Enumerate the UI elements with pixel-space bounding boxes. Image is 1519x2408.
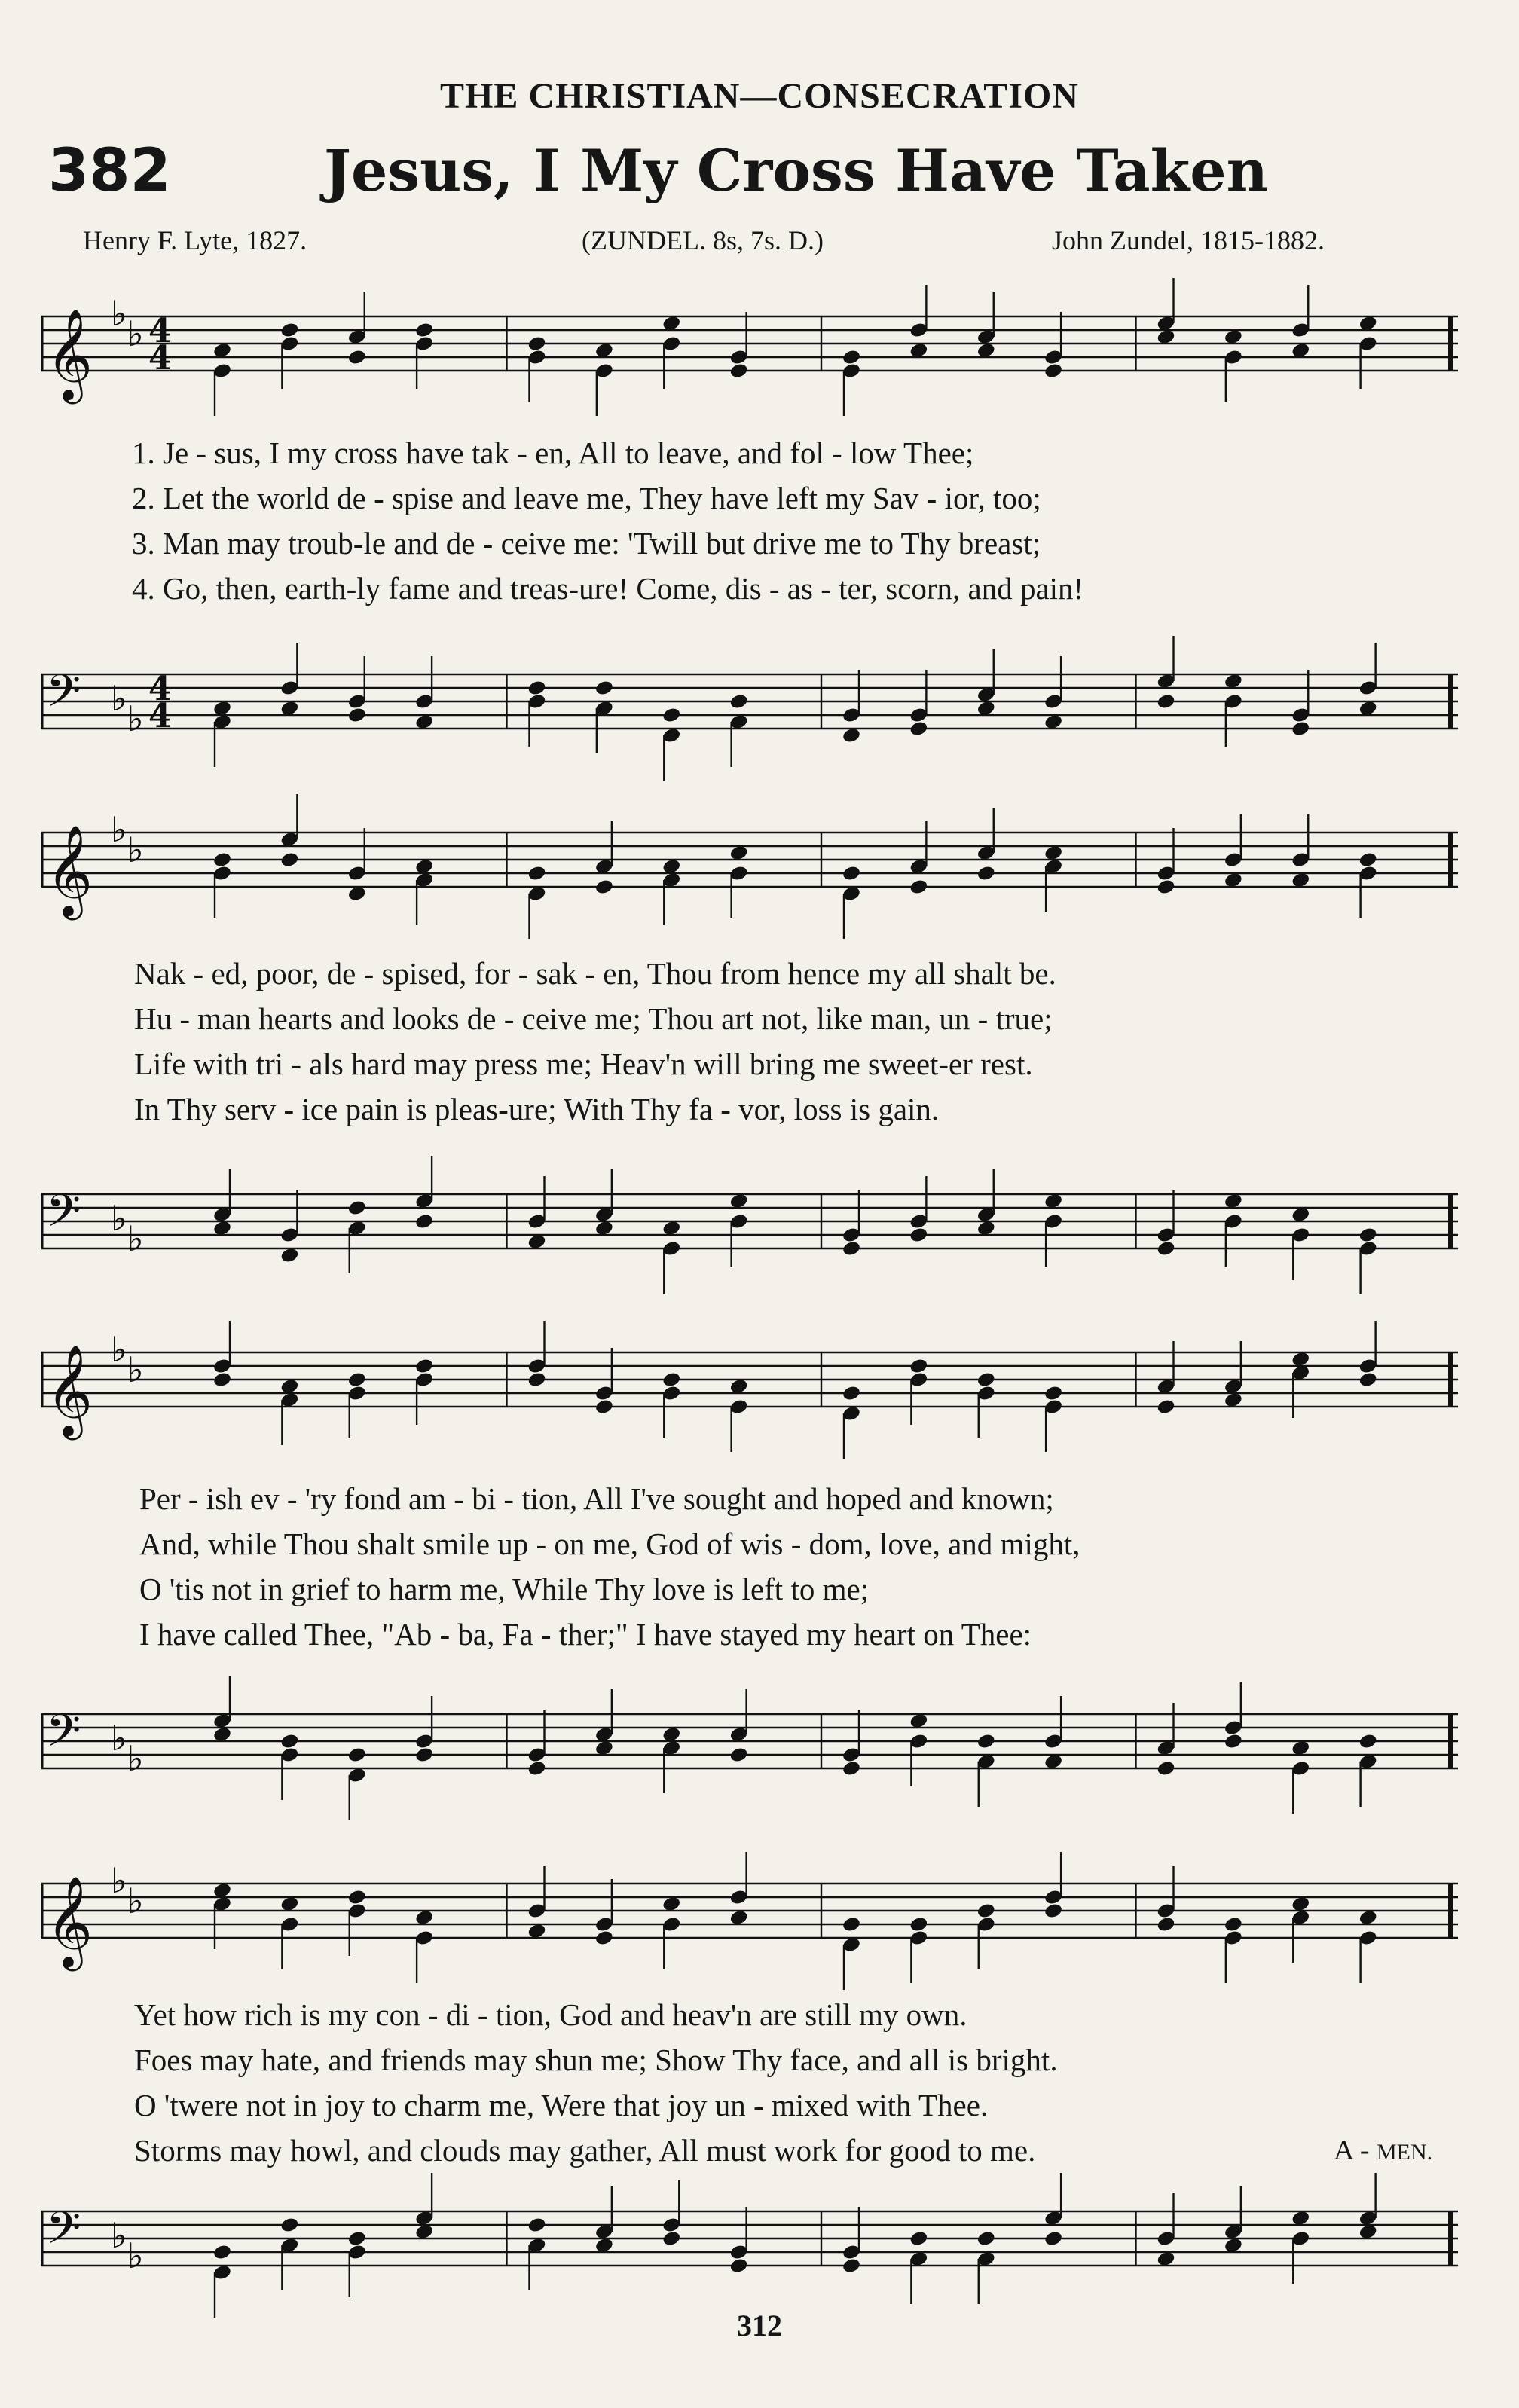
lyric-line-4-1: Yet how rich is my con - di - tion, God and heav'n are still my own. [134,1997,967,2032]
svg-text:♭: ♭ [127,1349,144,1390]
svg-text:♭: ♭ [127,313,144,354]
lyric-line-1-3: 3. Man may troub-le and de - ceive me: 'Twill but drive me to Thy breast; [132,526,1041,561]
svg-text:♭: ♭ [111,1329,127,1370]
treble-staff-4 [41,1860,1473,1982]
bass-staff-3 [41,1699,1473,1812]
svg-text:♭: ♭ [111,293,127,334]
svg-text:4: 4 [148,670,172,708]
svg-text:𝄞: 𝄞 [46,308,93,400]
svg-text:𝄞: 𝄞 [46,1344,93,1436]
hymn-number: 382 [48,137,171,205]
svg-text:♭: ♭ [111,2215,127,2256]
lyric-line-4-3: O 'twere not in joy to charm me, Were that joy un - mixed with Thee. [134,2088,989,2122]
lyric-line-1-1: 1. Je - sus, I my cross have tak - en, All to leave, and fol - low Thee; [132,435,974,470]
svg-text:𝄢: 𝄢 [46,1184,81,1248]
lyric-line-2-1: Nak - ed, poor, de - spised, for - sak - en, Thou from hence my all shalt be. [134,956,1056,991]
lyric-line-3-3: O 'tis not in grief to harm me, While Thy love is left to me; [139,1572,870,1606]
section-header: THE CHRISTIAN—CONSECRATION [440,76,1079,116]
treble-staff-2 [41,809,1473,931]
svg-text:4: 4 [148,339,172,377]
svg-text:𝄞: 𝄞 [46,1875,93,1967]
svg-text:𝄢: 𝄢 [46,1704,81,1768]
tune-meter: (ZUNDEL. 8s, 7s. D.) [582,225,824,255]
lyric-line-4-4: Storms may howl, and clouds may gather, All must work for good to me. [134,2133,1036,2168]
bass-staff-2 [41,1179,1473,1292]
lyric-line-4-2: Foes may hate, and friends may shun me; Show Thy face, and all is bright. [134,2043,1058,2077]
bass-staff-4 [41,2196,1473,2309]
lyric-line-1-4: 4. Go, then, earth-ly fame and treas-ure! Come, dis - as - ter, scorn, and pain! [132,571,1084,606]
svg-text:♭: ♭ [127,1881,144,1921]
lyric-line-3-2: And, while Thou shalt smile up - on me, God of wis - dom, love, and might, [139,1526,1080,1561]
svg-text:♭: ♭ [127,1218,144,1259]
lyric-line-3-4: I have called Thee, "Ab - ba, Fa - ther;" I have stayed my heart on Thee: [139,1617,1032,1652]
hymn-composer: John Zundel, 1815-1882. [1052,225,1325,255]
svg-text:♭: ♭ [111,1198,127,1239]
svg-text:𝄞: 𝄞 [46,824,93,916]
svg-text:♭: ♭ [127,2235,144,2276]
page-number: 312 [737,2309,782,2342]
svg-text:4: 4 [148,697,172,735]
svg-text:𝄢: 𝄢 [46,665,81,728]
svg-text:♭: ♭ [127,830,144,870]
lyric-line-1-2: 2. Let the world de - spise and leave me, They have left my Sav - ior, too; [132,481,1041,515]
svg-text:♭: ♭ [127,1738,144,1779]
lyric-line-3-1: Per - ish ev - 'ry fond am - bi - tion, All I've sought and hoped and known; [139,1481,1054,1516]
bass-staff-1 [41,659,1473,772]
lyric-line-2-2: Hu - man hearts and looks de - ceive me; Thou art not, like man, un - true; [134,1001,1053,1036]
hymn-author: Henry F. Lyte, 1827. [83,225,307,255]
svg-text:♭: ♭ [111,1718,127,1759]
lyric-line-2-4: In Thy serv - ice pain is pleas-ure; With Thy fa - vor, loss is gain. [134,1092,940,1126]
svg-text:♭: ♭ [111,1860,127,1901]
treble-staff-1 [41,293,1473,414]
svg-text:♭: ♭ [127,698,144,739]
svg-text:♭: ♭ [111,809,127,850]
svg-text:4: 4 [148,312,172,350]
amen-label: A - MEN. [1334,2135,1433,2166]
svg-text:♭: ♭ [111,678,127,719]
lyric-line-2-3: Life with tri - als hard may press me; Heav'n will bring me sweet-er rest. [134,1047,1033,1081]
hymn-title: Jesus, I My Cross Have Taken [324,137,1268,204]
treble-staff-3 [41,1329,1473,1450]
svg-text:𝄢: 𝄢 [46,2202,81,2265]
